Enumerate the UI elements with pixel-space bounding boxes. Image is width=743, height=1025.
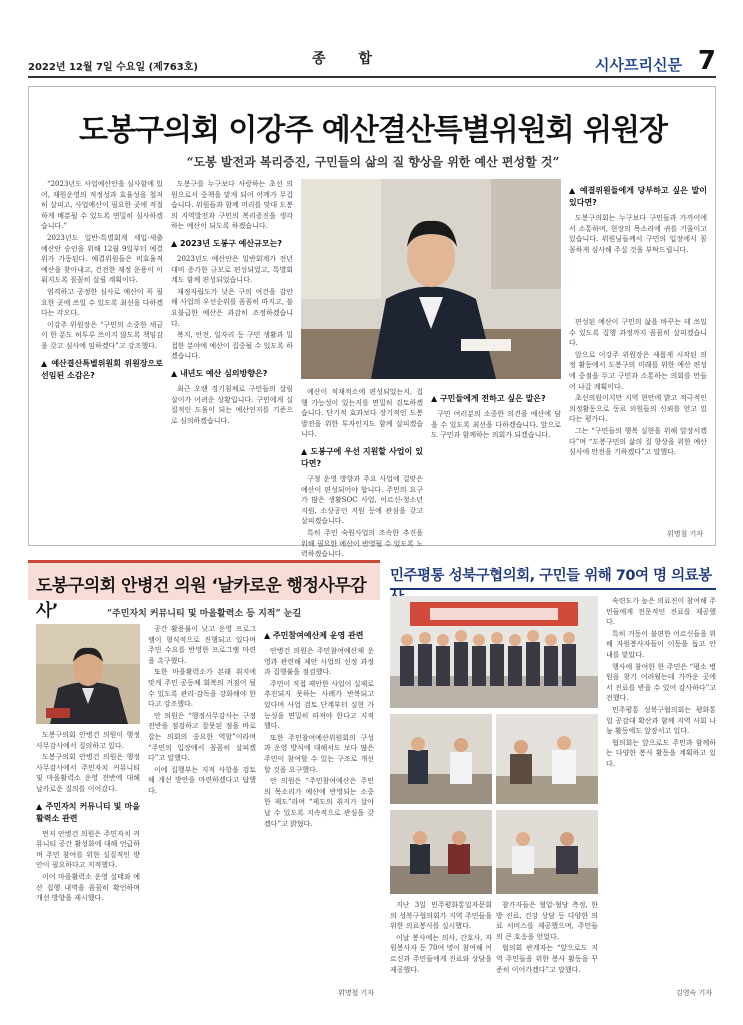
photo-caption: 도봉구의회 안병건 의원이 행정사무감사에서 질의하고 있다. [36,731,140,750]
paragraph: 행사에 참여한 한 주민은 “평소 병원을 찾기 어려웠는데 가까운 곳에서 진료를 받을 수 있어 감사하다”고 전했다. [606,662,716,703]
top-article-headline: 도봉구의회 이강주 예산결산특별위원회 위원장 [79,113,667,148]
paragraph: 안병건 의원은 주민참여예산제 운영과 관련해 제안 사업의 선정 과정과 집행률을 점검했다. [264,647,374,677]
paragraph: 엄격하고 공정한 심사로 예산이 꼭 필요한 곳에 쓰일 수 있도록 최선을 다하겠다는 각오다. [41,287,163,318]
clinic-photo-3 [390,810,492,894]
subheading: ▲ 주민자치 커뮤니티 및 마을활력소 관련 [36,801,140,823]
right-article-column-2 [496,900,598,998]
left-article-column-1 [36,730,140,1000]
paragraph: 숙련도가 높은 의료진이 참여해 주민들에게 전문적인 진료를 제공했다. [606,597,716,627]
paragraph: 협의회 관계자는 “앞으로도 지역 주민들을 위한 봉사 활동을 꾸준히 이어가겠다”고 말했다. [496,944,598,974]
right-article [390,560,716,1000]
top-article-column-1 [41,179,163,539]
paragraph: 이에 집행부는 지적 사항을 검토해 개선 방안을 마련하겠다고 답했다. [148,765,256,795]
paragraph: 협의회는 앞으로도 주민과 함께하는 다양한 봉사 활동을 계획하고 있다. [606,738,716,768]
paragraph: 안 의원은 “행정사무감사는 구정 전반을 점검하고 잘못된 점을 바로잡는 의회의 중요한 역할”이라며 “주민의 입장에서 꼼꼼히 살피겠다”고 말했다. [148,711,256,763]
subheading: ▲ 구민들에게 전하고 싶은 말은? [431,394,546,403]
subheading: ▲ 2023년 도봉구 예산규모는? [171,238,282,248]
paragraph: 안 의원은 “주민참여예산은 주민의 목소리가 예산에 반영되는 소중한 제도”라며 “제도의 취지가 살아날 수 있도록 지속적으로 관심을 갖겠다”고 밝혔다. [264,777,374,828]
top-article-column-3b [431,387,561,539]
clinic-photo-4-image [496,810,598,894]
paragraph: 최근 오랜 경기침체로 구민들의 살림살이가 어려운 상황입니다. 구민에게 실질적인 도움이 되는 예산인지를 기준으로 심의하겠습니다. [171,384,293,425]
paragraph: 예산이 적재적소에 편성되었는지, 집행 가능성이 있는지를 면밀히 검토하겠습니다. 단기적 효과보다 장기적인 도봉 발전을 위한 투자인지도 함께 살피겠습니다. [301,388,423,439]
clinic-photo-4 [496,810,598,894]
left-article-column-2 [148,624,256,1000]
group-photo [390,596,598,708]
clinic-photo-2-image [496,714,598,804]
right-article-column-3 [606,596,716,986]
left-article-column-3 [264,624,374,994]
paragraph: 공간 활용률이 낮고 운영 프로그램이 형식적으로 진행되고 있다며 주민 수요를 반영한 프로그램 마련을 촉구했다. [148,625,256,665]
subheading: ▲ 예산결산특별위원회 위원장으로 선임된 소감은? [41,358,163,380]
headline-rule [390,588,716,590]
paragraph: “2023년도 사업예산안을 심사함에 있어, 재원운영의 적정성과 효율성을 철저히 살피고, 사업예산이 필요한 곳에 적절하게 배분될 수 있도록 면밀히 심사하겠습니다.” [41,180,163,231]
clinic-photo-1 [390,714,492,804]
paragraph: 이어 마을활력소 운영 실태와 예산 집행 내역을 꼼꼼히 확인하며 개선 방향을 제시했다. [36,872,140,903]
right-article-byline: 김영숙 기자 [675,989,712,997]
left-article-subheadline: “주민자치 커뮤니티 및 마을활력소 등 지적” 눈길 [106,609,302,619]
left-article-byline: 위명철 기자 [337,989,374,997]
paragraph: 특히 주민 숙원사업의 조속한 추진을 위해 필요한 예산이 반영될 수 있도록 노력하겠습니다. [301,528,423,559]
paragraph: 복지, 안전, 일자리 등 구민 생활과 밀접한 분야에 예산이 집중될 수 있도록 하겠습니다. [171,331,293,361]
paragraph: 그는 “구민들의 행복 실현을 위해 앞장서겠다”며 “도봉구민의 삶의 질 향상을 위한 예산 심사에 만전을 기하겠다”고 말했다. [569,426,707,457]
section-name: 종 합 [312,51,386,67]
top-article-column-2 [171,179,293,539]
issue-date: 2022년 12월 7일 수요일 (제763호) [28,62,198,73]
clinic-photo-2 [496,714,598,804]
paragraph: 참가자들은 혈압·혈당 측정, 한방 진료, 건강 상담 등 다양한 의료 서비스를 제공했으며, 주민들의 큰 호응을 얻었다. [496,901,598,941]
right-article-headline: 민주평통 성북구협의회, 구민들 위해 70여 명 의료봉 [390,568,712,584]
group-photo-image [390,596,598,708]
page-number: 7 [697,46,716,76]
paragraph: 도봉구의회 안병건 의원은 행정사무감사에서 주민자치 커뮤니티 및 마을활력소 운영 전반에 대해 날카로운 질의를 이어갔다. [36,753,140,793]
right-article-column-1 [390,900,492,998]
subheading: ▲ 주민참여예산제 운영 관련 [264,631,364,640]
councilor-photo-image [36,624,140,724]
paragraph: 지난 3일 민주평화통일자문회의 성북구협의회가 지역 주민들을 위한 의료봉사를 실시했다. [390,901,492,931]
clinic-photo-1-image [390,714,492,804]
top-article-column-3 [301,387,423,559]
paragraph: 2023년도 예산안은 일반회계가 전년 대비 증가한 규모로 편성되었고, 특별회계도 함께 편성되었습니다. [171,254,293,285]
paragraph: 특히 거동이 불편한 어르신들을 위해 자원봉사자들이 이동을 돕고 안내를 맡았다. [606,629,716,659]
page-header [28,44,716,78]
subheading: ▲ 예결위원들에게 당부하고 싶은 말이 있다면? [569,186,707,207]
paragraph: 초선의원이지만 지역 현안에 밝고 적극적인 의정활동으로 동료 의원들의 신뢰를 얻고 있다는 평가다. [569,394,707,424]
paragraph: 재정자립도가 낮은 구의 여건을 감안해 사업의 우선순위를 꼼꼼히 따지고, 불요불급한 예산은 과감히 조정하겠습니다. [171,287,293,328]
left-article [28,560,380,1000]
clinic-photo-3-image [390,810,492,894]
top-article [28,86,716,559]
left-article-headline: 도봉구의회 안병건 의원 ‘날카로운 행정사무감사’ [36,576,367,621]
paragraph: 구민 여러분의 소중한 의견을 예산에 담을 수 있도록 최선을 다하겠습니다. 앞으로도 구민과 함께하는 의회가 되겠습니다. [431,410,561,440]
paragraph: 민주평통 성북구협의회는 평화통일 공감대 확산과 함께 지역 사회 나눔 활동에도 앞장서고 있다. [606,705,716,736]
paragraph: 도봉구의회는 누구보다 구민들과 가까이에서 소통하며, 현장의 목소리에 귀를 기울이고 있습니다. 위원님들께서 구민의 입장에서 꼼꼼하게 심사해 주실 것을 부탁드립니다. [569,214,707,254]
portrait-photo [301,179,561,379]
councilor-photo [36,624,140,724]
top-article-byline: 위명철 기자 [666,530,703,538]
paragraph: 앞으로 이강주 위원장은 새롭게 시작된 의정 활동에서 도봉구의 미래를 위한 예산 편성에 중점을 두고 구민과 소통하는 의회를 만들어 나갈 계획이다. [569,350,707,391]
portrait-photo-image [301,179,561,379]
subheading: ▲ 내년도 예산 심의방향은? [171,368,268,378]
paragraph: 편성된 예산이 구민의 삶을 바꾸는 데 쓰일 수 있도록 집행 과정까지 꼼꼼히 살피겠습니다. [569,318,707,348]
top-article-column-5 [569,317,707,527]
subheading: ▲ 도봉구에 우선 지원할 사업이 있다면? [301,446,423,468]
paragraph: 또한 주민참여예산위원회의 구성과 운영 방식에 대해서도 보다 많은 주민이 참여할 수 있는 구조로 개선할 것을 요구했다. [264,733,374,774]
paragraph: 이날 봉사에는 의사, 간호사, 자원봉사자 등 70여 명이 참여해 어르신과 주민들에게 진료와 상담을 제공했다. [390,933,492,974]
paragraph: 먼저 안병건 의원은 주민자치 커뮤니티 공간 활성화에 대해 언급하며 주민 참여를 위한 실질적인 방안이 필요하다고 지적했다. [36,829,140,870]
newspaper-name: 시사프리신문 [595,56,682,74]
top-article-subheadline: “도봉 발전과 복리증진, 구민들의 삶의 질 향상을 위한 예산 편성할 것” [186,155,560,169]
paragraph: 2023년도 일반·특별회계 세입·세출 예산안 승인을 위해 12월 9일부터 예결위가 가동된다. 예결위원들은 비효율적 예산을 찾아내고, 건전한 재정 운용이 이뤄지도록 꼼꼼히 살필 계획이다. [41,233,163,285]
paragraph: 구청 운영 방향과 주요 사업에 걸맞은 예산이 편성되어야 합니다. 주민의 요구가 많은 생활SOC 사업, 어르신·청소년 지원, 소상공인 지원 등에 관심을 갖고 살피겠습니다. [301,474,423,526]
paragraph: 이강주 위원장은 “구민의 소중한 세금이 한 푼도 허투루 쓰이지 않도록 책임감을 갖고 심사에 임하겠다”고 강조했다. [41,320,163,350]
paragraph: 주민이 직접 제안한 사업이 실제로 추진되지 못하는 사례가 반복되고 있다며 사업 검토 단계부터 실현 가능성을 면밀히 따져야 한다고 지적했다. [264,679,374,731]
paragraph: 또한 마을활력소가 본래 취지에 맞게 주민 공동체 회복의 거점이 될 수 있도록 관리·감독을 강화해야 한다고 강조했다. [148,668,256,709]
paragraph: 도봉구를 누구보다 사랑하는 초선 의원으로서 중책을 맡게 되어 어깨가 무겁습니다. 위원들과 함께 머리를 맞대 도봉의 지역발전과 구민의 복리증진을 생각하는 예산이 되도록 하겠습니다. [171,180,293,231]
